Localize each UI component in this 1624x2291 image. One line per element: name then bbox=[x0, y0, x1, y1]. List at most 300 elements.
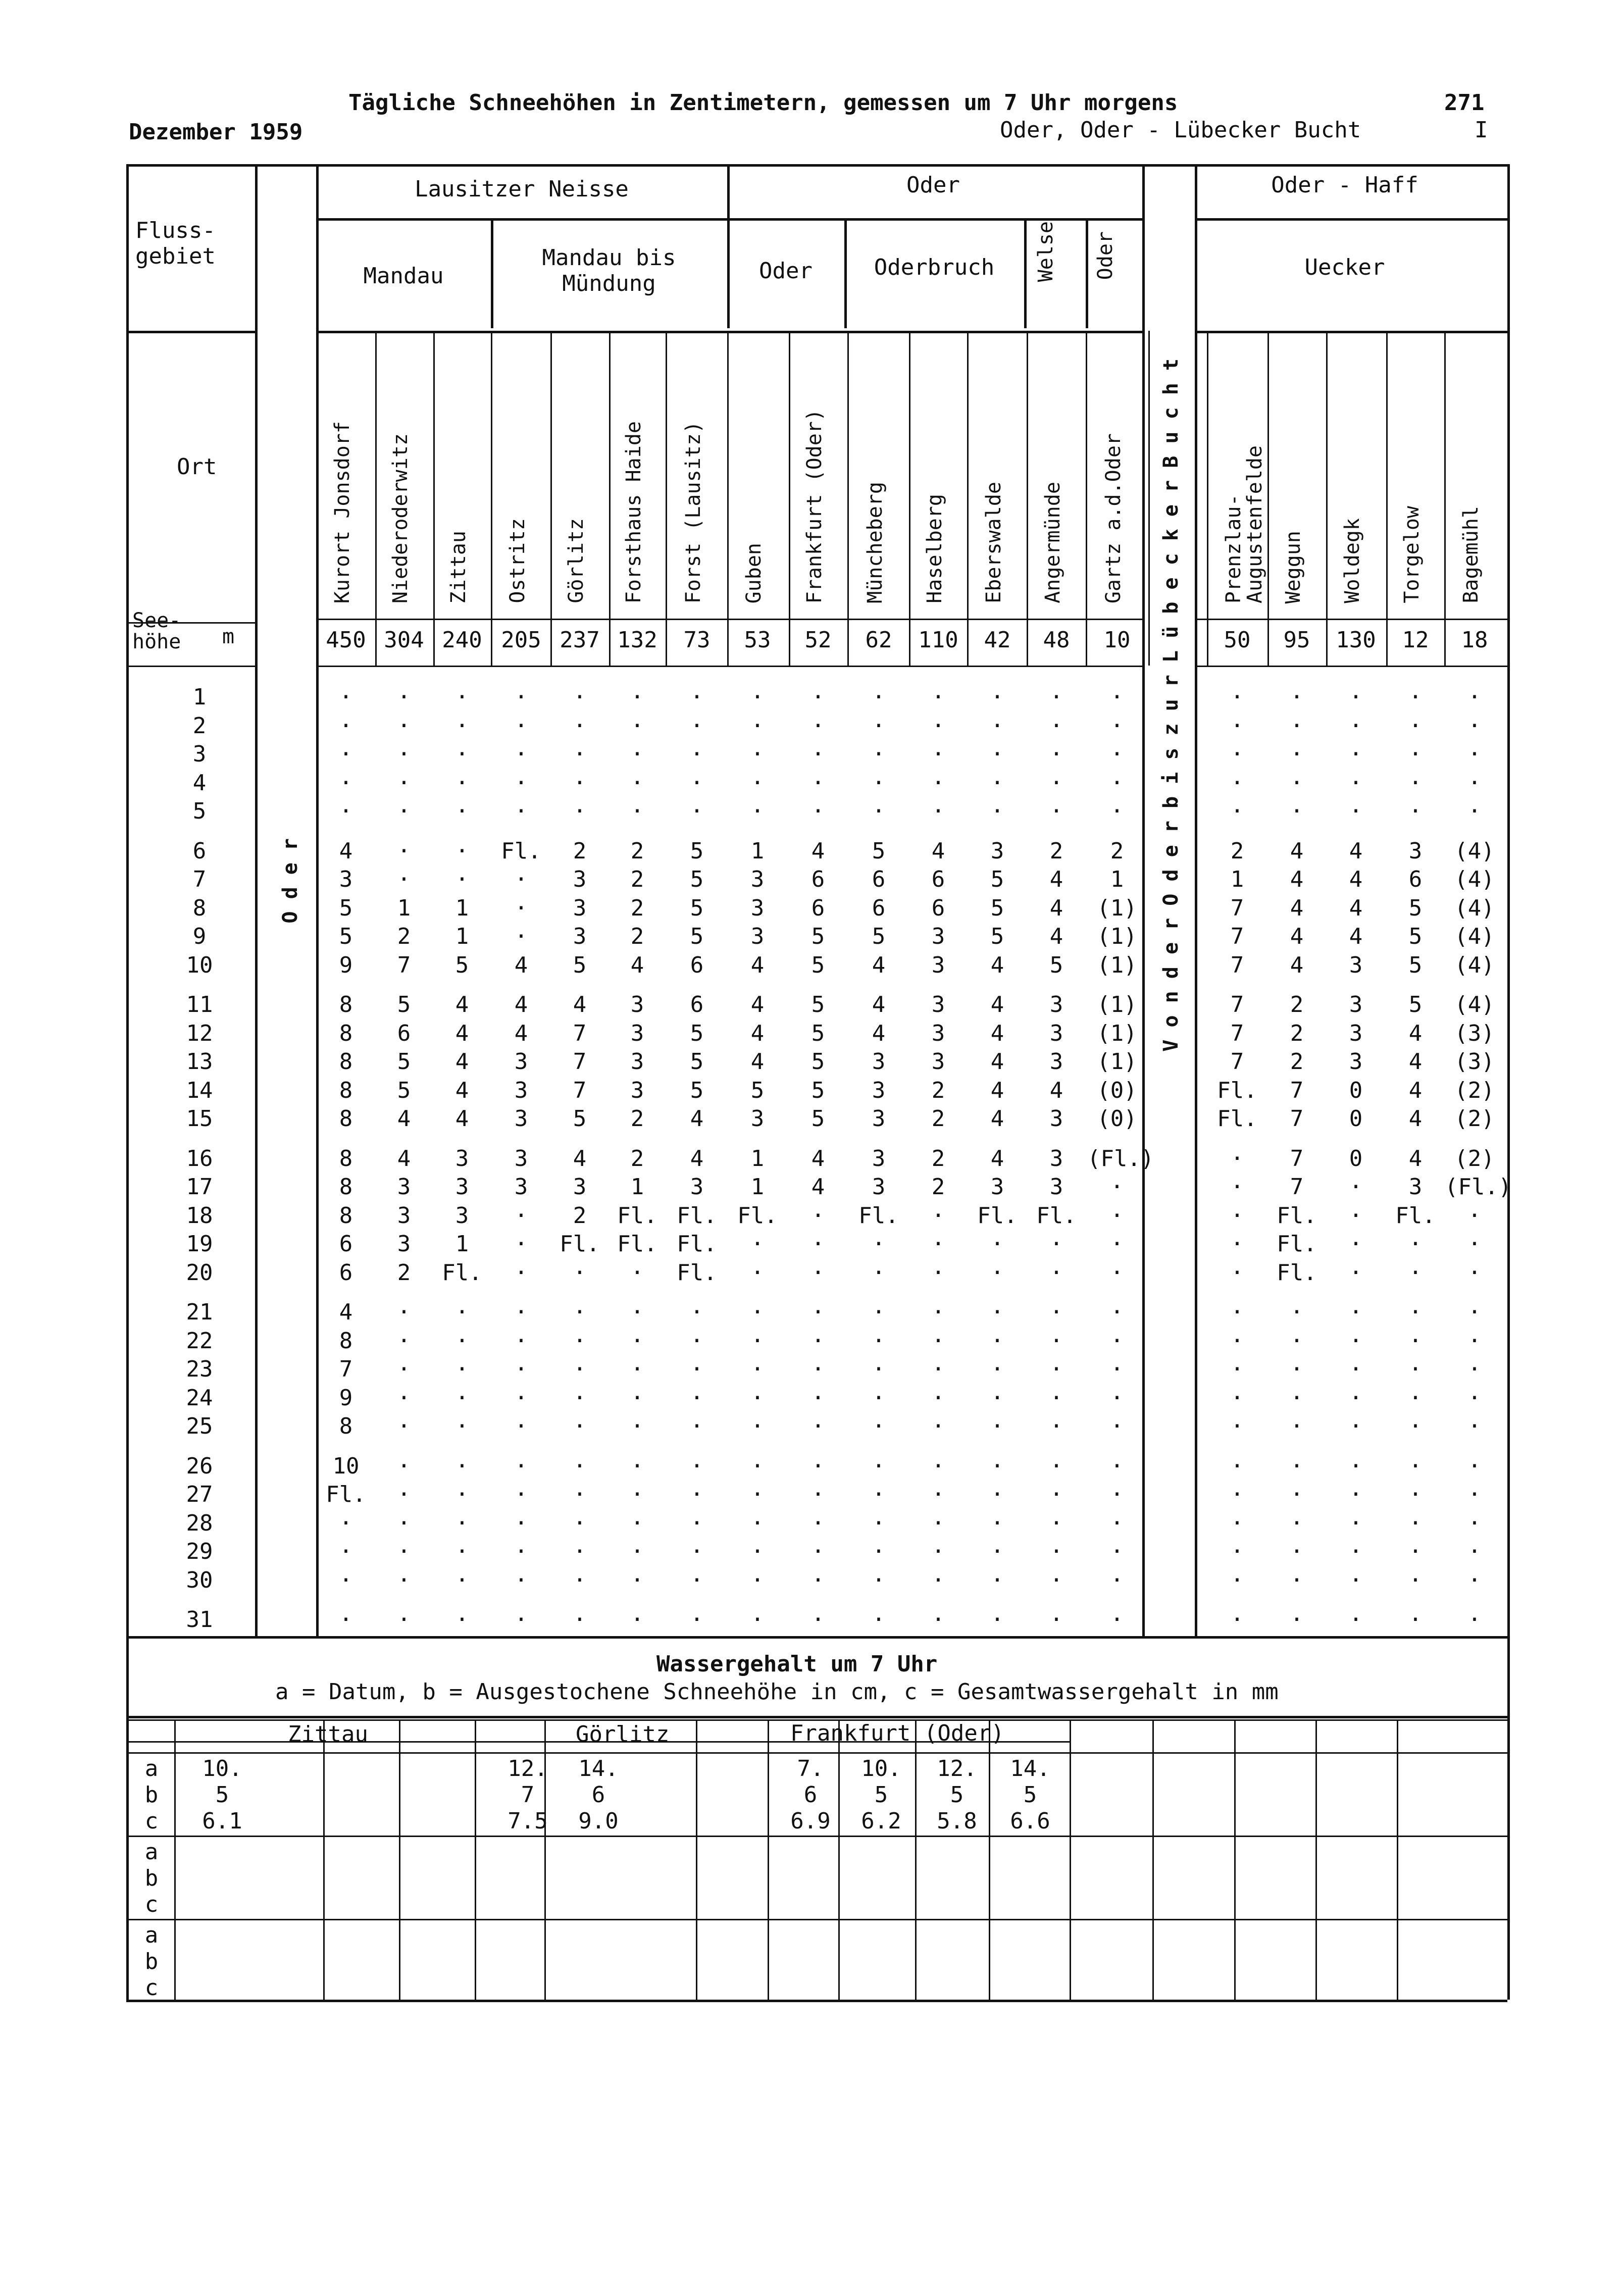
depth-cell: 5 bbox=[990, 867, 1004, 892]
water-row-label: b bbox=[144, 1949, 159, 1974]
depth-cell: · bbox=[1467, 1231, 1482, 1257]
station-elevation: 10 bbox=[1103, 627, 1131, 653]
depth-cell: 3 bbox=[1049, 1106, 1063, 1132]
water-value: 7.5 bbox=[508, 1808, 548, 1834]
depth-cell: 4 bbox=[1349, 867, 1363, 892]
depth-cell: 4 bbox=[339, 1299, 353, 1325]
depth-cell: · bbox=[1467, 712, 1482, 739]
depth-cell: · bbox=[931, 712, 945, 739]
depth-cell: · bbox=[1467, 770, 1482, 796]
depth-cell: · bbox=[690, 770, 704, 796]
depth-cell: 6 bbox=[931, 867, 945, 892]
rule-h bbox=[126, 1752, 1507, 1754]
depth-cell: · bbox=[397, 684, 411, 710]
depth-cell: 4 bbox=[397, 1106, 411, 1132]
depth-cell: 3 bbox=[1049, 1174, 1063, 1200]
depth-cell: 6 bbox=[339, 1259, 353, 1286]
depth-cell: · bbox=[1349, 1231, 1363, 1257]
depth-cell: 3 bbox=[514, 1174, 528, 1200]
depth-cell: 3 bbox=[514, 1145, 528, 1172]
station-name: Görlitz bbox=[565, 518, 588, 603]
depth-cell: 3 bbox=[990, 838, 1004, 864]
depth-cell: (0) bbox=[1097, 1077, 1137, 1103]
station-name: Angermünde bbox=[1041, 482, 1064, 603]
depth-cell: 3 bbox=[1349, 952, 1363, 978]
depth-cell: · bbox=[1110, 1202, 1124, 1229]
depth-cell: · bbox=[455, 1385, 469, 1411]
station-name: Torgelow bbox=[1400, 506, 1424, 603]
depth-cell: · bbox=[455, 1482, 469, 1507]
rule-h bbox=[126, 1919, 1507, 1920]
depth-cell: · bbox=[1230, 1539, 1244, 1564]
rule-v bbox=[1444, 331, 1446, 666]
group-oder-sub: Oder bbox=[759, 258, 813, 284]
depth-cell: · bbox=[397, 1607, 411, 1633]
depth-cell: · bbox=[872, 1231, 886, 1257]
station-name: Forsthaus Haide bbox=[622, 421, 645, 603]
depth-cell: 1 bbox=[750, 1174, 765, 1200]
depth-cell: 3 bbox=[630, 992, 644, 1017]
depth-cell: 7 bbox=[1290, 1145, 1304, 1172]
depth-cell: 2 bbox=[573, 1202, 587, 1229]
depth-cell: · bbox=[1408, 684, 1423, 710]
depth-cell: 5 bbox=[811, 952, 825, 978]
depth-cell: · bbox=[750, 1328, 765, 1354]
depth-cell: · bbox=[1110, 1482, 1124, 1507]
station-elevation: 48 bbox=[1043, 627, 1070, 653]
depth-cell: · bbox=[1349, 1299, 1363, 1325]
depth-cell: · bbox=[339, 1539, 353, 1564]
depth-cell: · bbox=[811, 1202, 825, 1229]
depth-cell: · bbox=[811, 1385, 825, 1411]
depth-cell: 5 bbox=[690, 1049, 704, 1075]
depth-cell: · bbox=[630, 770, 644, 796]
depth-cell: 3 bbox=[397, 1202, 411, 1229]
depth-cell: · bbox=[514, 1607, 528, 1633]
depth-cell: (Fl.) bbox=[1445, 1174, 1512, 1200]
depth-cell: · bbox=[1230, 1607, 1244, 1633]
depth-cell: 3 bbox=[872, 1174, 886, 1200]
depth-cell: · bbox=[573, 770, 587, 796]
depth-cell: 1 bbox=[1110, 867, 1124, 892]
depth-cell: 4 bbox=[1290, 867, 1304, 892]
depth-cell: 4 bbox=[1408, 1020, 1423, 1046]
depth-cell: · bbox=[1349, 1259, 1363, 1286]
depth-cell: 2 bbox=[397, 1259, 411, 1286]
depth-cell: Fl. bbox=[677, 1202, 717, 1229]
depth-cell: · bbox=[690, 1453, 704, 1479]
depth-cell: 3 bbox=[573, 867, 587, 892]
depth-cell: · bbox=[339, 1607, 353, 1633]
depth-cell: 5 bbox=[690, 1077, 704, 1103]
depth-cell: · bbox=[1349, 1174, 1363, 1200]
depth-cell: 6 bbox=[1408, 867, 1423, 892]
water-value: 12. bbox=[937, 1756, 977, 1781]
depth-cell: 3 bbox=[339, 867, 353, 892]
depth-cell: · bbox=[397, 1567, 411, 1593]
depth-cell: 5 bbox=[1049, 952, 1063, 978]
water-row-label: a bbox=[144, 1756, 159, 1781]
depth-cell: Fl. bbox=[1277, 1202, 1317, 1229]
depth-cell: · bbox=[1467, 1482, 1482, 1507]
depth-cell: · bbox=[339, 1567, 353, 1593]
depth-cell: · bbox=[1110, 1328, 1124, 1354]
depth-cell: 4 bbox=[1049, 895, 1063, 921]
depth-cell: 3 bbox=[931, 952, 945, 978]
rule-v bbox=[255, 164, 258, 1636]
group-mandau-bis: Mandau bis Mündung bbox=[542, 245, 676, 296]
depth-cell: · bbox=[397, 1453, 411, 1479]
depth-cell: 4 bbox=[990, 1106, 1004, 1132]
depth-cell: · bbox=[514, 1259, 528, 1286]
station-elevation: 12 bbox=[1402, 627, 1429, 653]
depth-cell: · bbox=[750, 798, 765, 824]
depth-cell: (2) bbox=[1454, 1106, 1495, 1132]
depth-cell: · bbox=[931, 1259, 945, 1286]
depth-cell: (2) bbox=[1454, 1145, 1495, 1172]
rule-v bbox=[909, 331, 910, 666]
depth-cell: 2 bbox=[1290, 1020, 1304, 1046]
depth-cell: · bbox=[514, 770, 528, 796]
depth-cell: 5 bbox=[690, 895, 704, 921]
depth-cell: · bbox=[573, 712, 587, 739]
rule-h bbox=[1195, 619, 1507, 620]
depth-cell: · bbox=[690, 684, 704, 710]
depth-cell: · bbox=[872, 1567, 886, 1593]
depth-cell: · bbox=[1110, 1607, 1124, 1633]
rule-h bbox=[1195, 331, 1507, 333]
depth-cell: · bbox=[690, 712, 704, 739]
depth-cell: · bbox=[1349, 1482, 1363, 1507]
group-uecker: Uecker bbox=[1304, 254, 1385, 280]
rule-v bbox=[1386, 331, 1388, 666]
depth-cell: · bbox=[514, 1482, 528, 1507]
depth-cell: · bbox=[455, 798, 469, 824]
label-ort: Ort bbox=[177, 454, 217, 480]
depth-cell: (4) bbox=[1454, 924, 1495, 949]
rule-v bbox=[475, 1719, 476, 2000]
rule-h bbox=[126, 1716, 1507, 1718]
depth-cell: · bbox=[514, 924, 528, 949]
day-number: 3 bbox=[192, 741, 207, 767]
depth-cell: 4 bbox=[1408, 1077, 1423, 1103]
depth-cell: 1 bbox=[630, 1174, 644, 1200]
depth-cell: 2 bbox=[931, 1145, 945, 1172]
depth-cell: 4 bbox=[872, 952, 886, 978]
depth-cell: · bbox=[1408, 1328, 1423, 1354]
depth-cell: · bbox=[1349, 1567, 1363, 1593]
depth-cell: 2 bbox=[1110, 838, 1124, 864]
depth-cell: 8 bbox=[339, 1145, 353, 1172]
depth-cell: 5 bbox=[811, 1077, 825, 1103]
depth-cell: 3 bbox=[872, 1145, 886, 1172]
depth-cell: · bbox=[990, 1356, 1004, 1382]
depth-cell: 2 bbox=[397, 924, 411, 949]
depth-cell: · bbox=[990, 1567, 1004, 1593]
depth-cell: · bbox=[455, 1539, 469, 1564]
station-elevation: 50 bbox=[1224, 627, 1251, 653]
depth-cell: · bbox=[811, 1607, 825, 1633]
depth-cell: 3 bbox=[872, 1077, 886, 1103]
depth-cell: 1 bbox=[397, 895, 411, 921]
depth-cell: · bbox=[811, 1299, 825, 1325]
depth-cell: 5 bbox=[990, 895, 1004, 921]
day-number: 28 bbox=[186, 1510, 213, 1536]
rule-v bbox=[1024, 218, 1027, 328]
depth-cell: · bbox=[990, 1413, 1004, 1439]
depth-cell: · bbox=[1230, 1328, 1244, 1354]
depth-cell: · bbox=[1408, 1385, 1423, 1411]
rule-v bbox=[847, 331, 849, 666]
water-row-label: a bbox=[144, 1839, 159, 1865]
depth-cell: · bbox=[750, 770, 765, 796]
depth-cell: · bbox=[1467, 1385, 1482, 1411]
depth-cell: 4 bbox=[750, 1049, 765, 1075]
depth-cell: 8 bbox=[339, 1413, 353, 1439]
depth-cell: 8 bbox=[339, 1049, 353, 1075]
depth-cell: · bbox=[1049, 798, 1063, 824]
depth-cell: · bbox=[750, 1607, 765, 1633]
depth-cell: 7 bbox=[1230, 1020, 1244, 1046]
depth-cell: 8 bbox=[339, 992, 353, 1017]
station-elevation: 95 bbox=[1283, 627, 1310, 653]
water-station-frankfurt: Frankfurt (Oder) bbox=[790, 1720, 1004, 1746]
month-label: Dezember 1959 bbox=[129, 119, 303, 145]
depth-cell: · bbox=[630, 798, 644, 824]
depth-cell: · bbox=[811, 1510, 825, 1536]
water-value: 6 bbox=[591, 1782, 605, 1808]
depth-cell: · bbox=[1049, 1482, 1063, 1507]
station-elevation: 450 bbox=[326, 627, 366, 653]
depth-cell: 3 bbox=[872, 1049, 886, 1075]
label-flussgebiet: Fluss- gebiet bbox=[135, 218, 216, 269]
depth-cell: · bbox=[573, 684, 587, 710]
depth-cell: · bbox=[455, 1328, 469, 1354]
depth-cell: · bbox=[630, 1356, 644, 1382]
depth-cell: Fl. bbox=[1217, 1106, 1257, 1132]
depth-cell: · bbox=[1230, 741, 1244, 767]
depth-cell: · bbox=[1349, 1413, 1363, 1439]
depth-cell: · bbox=[1408, 1356, 1423, 1382]
depth-cell: 2 bbox=[630, 924, 644, 949]
depth-cell: · bbox=[397, 1299, 411, 1325]
depth-cell: · bbox=[1408, 1299, 1423, 1325]
depth-cell: 7 bbox=[1290, 1174, 1304, 1200]
depth-cell: Fl. bbox=[1277, 1259, 1317, 1286]
depth-cell: 4 bbox=[690, 1106, 704, 1132]
depth-cell: 2 bbox=[1049, 838, 1063, 864]
depth-cell: Fl. bbox=[501, 838, 541, 864]
depth-cell: · bbox=[1349, 1328, 1363, 1354]
depth-cell: · bbox=[872, 684, 886, 710]
depth-cell: 5 bbox=[339, 924, 353, 949]
depth-cell: · bbox=[1467, 1328, 1482, 1354]
depth-cell: · bbox=[455, 684, 469, 710]
depth-cell: · bbox=[1230, 1145, 1244, 1172]
depth-cell: · bbox=[1290, 1299, 1304, 1325]
depth-cell: 8 bbox=[339, 1106, 353, 1132]
group-oderbruch: Oderbruch bbox=[874, 254, 995, 280]
depth-cell: 4 bbox=[455, 1020, 469, 1046]
station-name: Forst (Lausitz) bbox=[682, 421, 705, 603]
depth-cell: 3 bbox=[573, 895, 587, 921]
depth-cell: 3 bbox=[455, 1202, 469, 1229]
station-name: Guben bbox=[742, 542, 766, 603]
water-row-label: c bbox=[144, 1892, 159, 1917]
depth-cell: · bbox=[990, 1328, 1004, 1354]
depth-cell: · bbox=[630, 1299, 644, 1325]
depth-cell: · bbox=[630, 741, 644, 767]
depth-cell: · bbox=[990, 1259, 1004, 1286]
depth-cell: (1) bbox=[1097, 1020, 1137, 1046]
depth-cell: · bbox=[931, 1607, 945, 1633]
rule-v bbox=[375, 331, 377, 666]
depth-cell: 7 bbox=[1290, 1106, 1304, 1132]
depth-cell: · bbox=[573, 1482, 587, 1507]
depth-cell: · bbox=[514, 1356, 528, 1382]
depth-cell: · bbox=[514, 684, 528, 710]
depth-cell: · bbox=[397, 1482, 411, 1507]
depth-cell: · bbox=[455, 1607, 469, 1633]
depth-cell: · bbox=[750, 1231, 765, 1257]
depth-cell: · bbox=[931, 1328, 945, 1354]
day-number: 21 bbox=[186, 1299, 213, 1325]
depth-cell: 5 bbox=[811, 1106, 825, 1132]
station-elevation: 132 bbox=[617, 627, 657, 653]
depth-cell: 0 bbox=[1349, 1106, 1363, 1132]
depth-cell: 3 bbox=[931, 924, 945, 949]
depth-cell: 1 bbox=[455, 895, 469, 921]
depth-cell: 7 bbox=[1230, 895, 1244, 921]
depth-cell: · bbox=[1049, 770, 1063, 796]
depth-cell: 4 bbox=[514, 1020, 528, 1046]
rule-v bbox=[666, 331, 667, 666]
depth-cell: Fl. bbox=[1277, 1231, 1317, 1257]
depth-cell: 4 bbox=[1349, 895, 1363, 921]
rule-h bbox=[316, 331, 1142, 333]
station-name: Zittau bbox=[447, 530, 470, 603]
depth-cell: · bbox=[690, 798, 704, 824]
depth-cell: 4 bbox=[750, 992, 765, 1017]
depth-cell: · bbox=[931, 1510, 945, 1536]
rule-v bbox=[399, 1719, 400, 2000]
depth-cell: 1 bbox=[455, 924, 469, 949]
depth-cell: 2 bbox=[630, 838, 644, 864]
depth-cell: 7 bbox=[339, 1356, 353, 1382]
depth-cell: · bbox=[455, 1453, 469, 1479]
station-elevation: 240 bbox=[442, 627, 482, 653]
depth-cell: 3 bbox=[872, 1106, 886, 1132]
depth-cell: · bbox=[931, 798, 945, 824]
depth-cell: · bbox=[397, 1539, 411, 1564]
depth-cell: · bbox=[690, 1510, 704, 1536]
depth-cell: 4 bbox=[1408, 1049, 1423, 1075]
depth-cell: · bbox=[397, 798, 411, 824]
water-value: 6 bbox=[803, 1782, 818, 1808]
day-number: 25 bbox=[186, 1413, 213, 1439]
depth-cell: · bbox=[872, 798, 886, 824]
depth-cell: · bbox=[1110, 684, 1124, 710]
depth-cell: 6 bbox=[690, 952, 704, 978]
depth-cell: · bbox=[1467, 1356, 1482, 1382]
depth-cell: · bbox=[397, 1510, 411, 1536]
depth-cell: · bbox=[1408, 1539, 1423, 1564]
depth-cell: 7 bbox=[1290, 1077, 1304, 1103]
label-seehoehe: See- höhe bbox=[132, 609, 181, 653]
station-name: Gartz a.d.Oder bbox=[1102, 433, 1125, 603]
depth-cell: 3 bbox=[990, 1174, 1004, 1200]
depth-cell: · bbox=[811, 770, 825, 796]
depth-cell: · bbox=[1110, 741, 1124, 767]
depth-cell: · bbox=[1049, 741, 1063, 767]
depth-cell: 4 bbox=[990, 1077, 1004, 1103]
depth-cell: 5 bbox=[811, 1020, 825, 1046]
depth-cell: · bbox=[455, 712, 469, 739]
station-elevation: 130 bbox=[1336, 627, 1376, 653]
depth-cell: Fl. bbox=[737, 1202, 778, 1229]
page-title: Tägliche Schneehöhen in Zentimetern, gemessen um 7 Uhr morgens bbox=[348, 90, 1178, 116]
depth-cell: Fl. bbox=[442, 1259, 482, 1286]
station-name: Kurort Jonsdorf bbox=[331, 421, 354, 603]
depth-cell: 3 bbox=[750, 895, 765, 921]
depth-cell: · bbox=[811, 684, 825, 710]
lubeck-vertical-label: V o n d e r O d e r b i s z u r L ü b e c k e r B u c h t bbox=[1159, 359, 1183, 1052]
depth-cell: · bbox=[1349, 1453, 1363, 1479]
depth-cell: · bbox=[573, 1299, 587, 1325]
water-value: 5 bbox=[215, 1782, 229, 1808]
depth-cell: 2 bbox=[931, 1077, 945, 1103]
day-number: 31 bbox=[186, 1607, 213, 1633]
depth-cell: 3 bbox=[1049, 1049, 1063, 1075]
water-value: 6.1 bbox=[202, 1808, 242, 1834]
depth-cell: 2 bbox=[1230, 838, 1244, 864]
depth-cell: 3 bbox=[690, 1174, 704, 1200]
depth-cell: · bbox=[1290, 1328, 1304, 1354]
depth-cell: · bbox=[397, 770, 411, 796]
depth-cell: · bbox=[630, 1539, 644, 1564]
depth-cell: 6 bbox=[339, 1231, 353, 1257]
depth-cell: · bbox=[514, 1231, 528, 1257]
depth-cell: · bbox=[872, 741, 886, 767]
depth-cell: · bbox=[1230, 1510, 1244, 1536]
day-number: 2 bbox=[192, 712, 207, 739]
depth-cell: · bbox=[690, 1356, 704, 1382]
depth-cell: 4 bbox=[455, 1049, 469, 1075]
depth-cell: · bbox=[514, 798, 528, 824]
depth-cell: 6 bbox=[811, 867, 825, 892]
depth-cell: · bbox=[455, 1413, 469, 1439]
day-number: 20 bbox=[186, 1259, 213, 1286]
depth-cell: 5 bbox=[397, 1077, 411, 1103]
depth-cell: · bbox=[811, 1539, 825, 1564]
depth-cell: · bbox=[1049, 712, 1063, 739]
depth-cell: · bbox=[630, 1259, 644, 1286]
rule-v bbox=[1027, 331, 1028, 666]
station-name: Ostritz bbox=[506, 518, 529, 603]
depth-cell: · bbox=[1230, 1202, 1244, 1229]
depth-cell: 3 bbox=[1408, 838, 1423, 864]
label-unit-m: m bbox=[222, 625, 235, 648]
day-number: 9 bbox=[192, 924, 207, 949]
depth-cell: · bbox=[811, 1567, 825, 1593]
depth-cell: (2) bbox=[1454, 1077, 1495, 1103]
water-row-label: b bbox=[144, 1782, 159, 1808]
depth-cell: 4 bbox=[573, 1145, 587, 1172]
depth-cell: · bbox=[990, 741, 1004, 767]
depth-cell: · bbox=[1467, 1510, 1482, 1536]
station-elevation: 62 bbox=[865, 627, 892, 653]
depth-cell: · bbox=[573, 1413, 587, 1439]
